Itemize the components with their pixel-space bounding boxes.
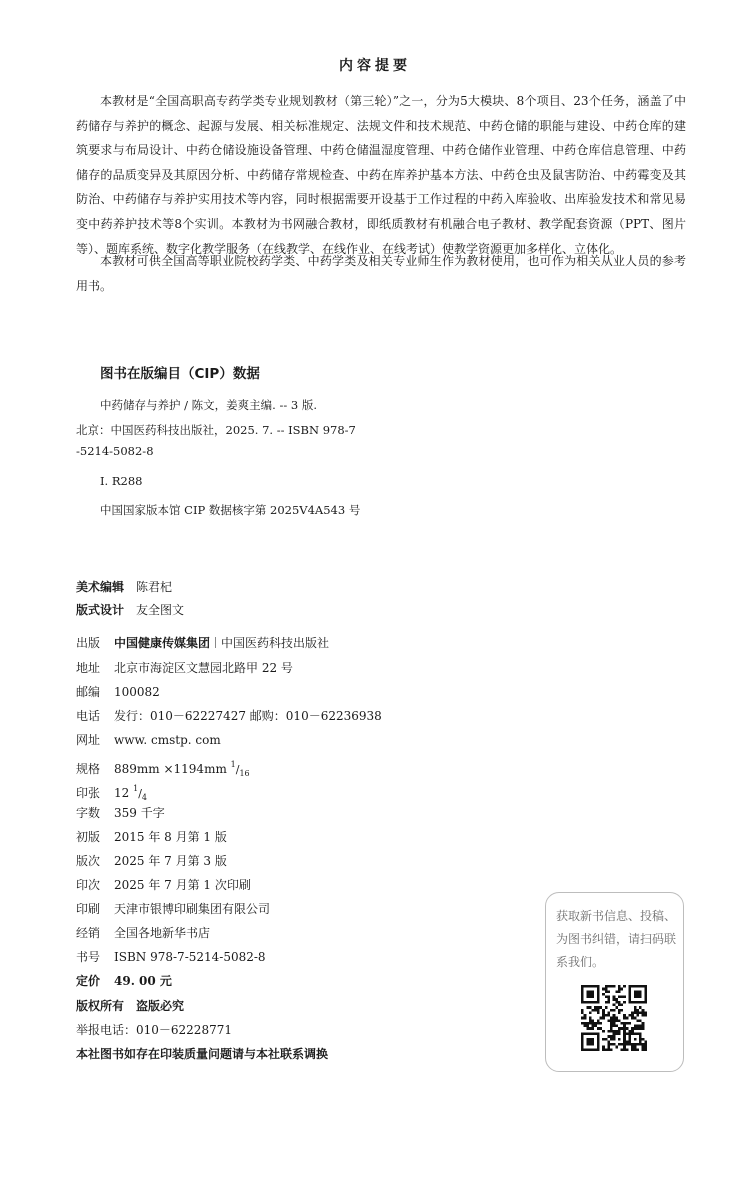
divider xyxy=(215,637,216,648)
info-sheets xyxy=(76,778,147,800)
info-label: 版次 xyxy=(76,854,101,868)
fraction-slash: / xyxy=(235,763,240,776)
info-value: 北京市海淀区文慧园北路甲 22 号 xyxy=(114,661,293,675)
rights-notice: 版权所有 盗版必究 xyxy=(76,999,185,1013)
credit-layout-design xyxy=(76,601,184,618)
report-phone: 举报电话：010－62228771 xyxy=(76,1023,232,1037)
info-price xyxy=(76,970,172,992)
info-label: 经销 xyxy=(76,926,101,940)
info-label: 出版 xyxy=(76,636,101,650)
info-value: 2025 年 7 月第 3 版 xyxy=(114,854,227,868)
summary-paragraph-2: 本教材可供全国高等职业院校药学类、中药学类及相关专业师生作为教材使用，也可作为相关从业人员的参考用书。 xyxy=(76,254,686,293)
credit-art-editor xyxy=(76,578,172,595)
info-label: 地址 xyxy=(76,661,101,675)
info-label: 邮编 xyxy=(76,685,101,699)
credit-label: 美术编辑 xyxy=(76,580,125,594)
cip-line-publisher: 北京：中国医药科技出版社，2025. 7. -- ISBN 978-7 xyxy=(76,423,356,437)
info-label: 定价 xyxy=(76,974,101,988)
credit-value: 友全图文 xyxy=(136,603,185,617)
qr-panel-text: 获取新书信息、投稿、为图书纠错，请扫码联系我们。 xyxy=(556,909,677,969)
fraction-denominator: 16 xyxy=(239,769,250,778)
credit-label: 版式设计 xyxy=(76,603,125,617)
info-label: 书号 xyxy=(76,950,101,964)
info-label: 印张 xyxy=(76,786,101,800)
info-label: 字数 xyxy=(76,806,101,820)
info-value: 2025 年 7 月第 1 次印刷 xyxy=(114,878,251,892)
fraction-numerator: 1 xyxy=(230,760,236,769)
info-postcode xyxy=(76,681,160,703)
info-value: 100082 xyxy=(114,685,160,699)
info-website xyxy=(76,729,221,751)
info-value: www. cmstp. com xyxy=(114,733,221,747)
cip-line-isbn-cont: -5214-5082-8 xyxy=(76,444,154,458)
info-printing xyxy=(76,874,251,896)
qr-panel xyxy=(545,892,684,1072)
info-label: 印次 xyxy=(76,878,101,892)
info-phone xyxy=(76,705,382,727)
info-value: 49. 00 元 xyxy=(114,974,172,988)
info-isbn xyxy=(76,946,266,968)
info-value: 全国各地新华书店 xyxy=(114,926,211,940)
info-label: 电话 xyxy=(76,709,101,723)
cip-title: 图书在版编目（CIP）数据 xyxy=(100,366,260,382)
credit-value: 陈君杞 xyxy=(136,580,173,594)
cip-line-record-number: 中国国家版本馆 CIP 数据核字第 2025V4A543 号 xyxy=(100,503,361,517)
info-value: 889mm ×1194mm xyxy=(114,762,227,776)
info-publisher xyxy=(76,632,329,654)
info-printer xyxy=(76,898,270,920)
summary-title: 内容提要 xyxy=(339,58,411,74)
publisher-name: 中国医药科技出版社 xyxy=(221,636,330,650)
quality-notice: 本社图书如存在印装质量问题请与本社联系调换 xyxy=(76,1047,329,1061)
info-edition xyxy=(76,850,227,872)
info-label: 印刷 xyxy=(76,902,101,916)
fraction-denominator: 4 xyxy=(141,793,148,802)
info-label: 网址 xyxy=(76,733,101,747)
publisher-group: 中国健康传媒集团 xyxy=(114,636,211,650)
info-value: 2015 年 8 月第 1 版 xyxy=(114,830,227,844)
info-value: 发行：010－62227427 邮购：010－62236938 xyxy=(114,709,382,723)
info-value: 359 千字 xyxy=(114,806,165,820)
info-word-count xyxy=(76,802,165,824)
info-label: 规格 xyxy=(76,762,101,776)
fraction-slash: / xyxy=(138,787,142,800)
info-format xyxy=(76,754,250,776)
fraction-numerator: 1 xyxy=(133,784,139,793)
summary-paragraph-1: 本教材是“全国高职高专药学类专业规划教材（第三轮）”之一，分为5大模块、8个项目、23个任务，涵盖了中药储存与养护的概念、起源与发展、相关标准规定、法规文件和技术规范、中药仓储的职能与建设、中药仓库的建筑要求与布局设计、中药仓储设施设备管理、中药仓储温湿度管理、中药仓储作业管理、中药仓库信息管理、中药储存的品质变异及其原因分析、中药储存常规检查、中药在库养护基本方法、中药仓虫及鼠害防治、中药霉变及其防治、中药储存与养护实用技术等内容，同时根据需要开设基于工作过程的中药入库验收、出库验发技术和常见易变中药养护技术等8个实训。本教材为书网融合教材，即纸质教材有机融合电子教材、教学配套资源（PPT、图片等）、题库系统、数字化教学服务（在线教学、在线作业、在线考试）使教学资源更加多样化、立体化。 xyxy=(76,94,686,256)
qr-code-icon[interactable] xyxy=(581,985,647,1051)
info-first-edition xyxy=(76,826,227,848)
info-distributor xyxy=(76,922,210,944)
info-address xyxy=(76,657,293,679)
cip-line-classification: Ⅰ. R288 xyxy=(100,474,143,488)
info-value: 12 xyxy=(114,786,130,800)
cip-line-title-author: 中药储存与养护 / 陈文，姜爽主编. -- 3 版. xyxy=(100,398,318,412)
info-value: 天津市银博印刷集团有限公司 xyxy=(114,902,271,916)
info-value: ISBN 978-7-5214-5082-8 xyxy=(114,950,266,964)
info-label: 初版 xyxy=(76,830,101,844)
